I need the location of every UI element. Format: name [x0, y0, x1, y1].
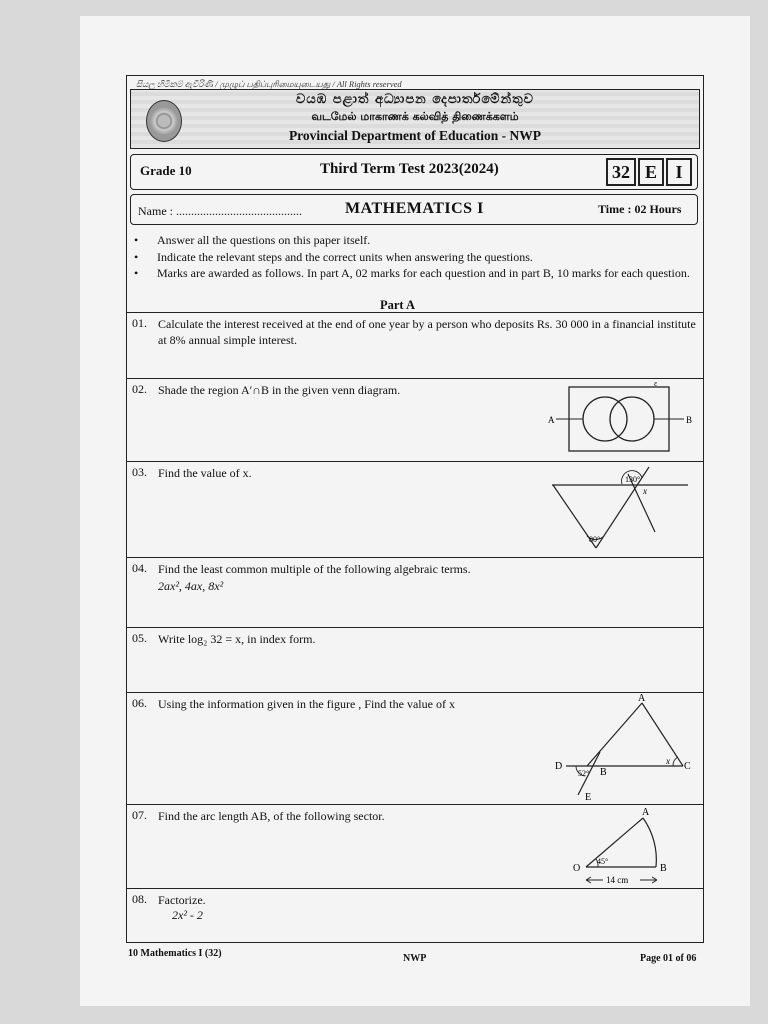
grade-label: Grade 10 — [140, 163, 192, 178]
part-heading: Part A — [380, 298, 416, 312]
point-e: E — [585, 792, 592, 803]
header-tamil: வடமேல் மாகாணக் கல்வித் திணைக்களம் — [311, 110, 519, 123]
question-number: 04. — [132, 561, 147, 575]
question-number: 08. — [132, 892, 147, 906]
name-field[interactable]: Name : .......................................... — [138, 204, 302, 218]
paper-code-number: 32 — [606, 158, 636, 186]
time-allowed: Time : 02 Hours — [598, 202, 682, 216]
angle-x: x — [643, 486, 647, 496]
algebraic-terms: 2ax², 4ax, 8x² — [158, 579, 224, 593]
expression: 2x² - 2 — [172, 908, 203, 922]
point-d: D — [555, 761, 563, 772]
term-title: Third Term Test 2023(2024) — [320, 161, 499, 177]
question-number: 07. — [132, 808, 147, 822]
header-english: Provincial Department of Education - NWP — [288, 128, 542, 143]
venn-diagram[interactable] — [548, 379, 692, 451]
sector-angle: 45° — [597, 857, 609, 866]
sector-point-b: B — [660, 863, 667, 874]
venn-label-a: A — [548, 415, 555, 425]
question-text: Find the arc length AB, of the following sector. — [158, 809, 385, 823]
venn-universal: ε — [654, 379, 658, 388]
question-text: Shade the region A′∩B in the given venn diagram. — [158, 383, 401, 397]
angle-130: 130° — [625, 475, 641, 484]
sector-center-o: O — [573, 863, 581, 874]
page-number: Page 01 of 06 — [640, 953, 697, 964]
instruction-item: • Marks are awarded as follows. In part A, 02 marks for each question and in part B, 10 marks for each question. — [132, 265, 692, 282]
paper-code-part: I — [666, 158, 692, 186]
question-number: 05. — [132, 631, 147, 645]
question-text: Write log₂ 32 = x, in index form. — [158, 632, 316, 646]
sector-figure — [573, 807, 667, 885]
sector-radius: 14 cm — [606, 875, 629, 885]
question-number: 06. — [132, 696, 147, 710]
question-text: Factorize. — [158, 893, 206, 907]
angle-figure — [552, 467, 688, 548]
question-text: Using the information given in the figure , Find the value of x — [158, 697, 455, 711]
angle-52: 52° — [578, 769, 590, 778]
question-text: Find the value of x. — [158, 466, 252, 480]
question-number: 03. — [132, 465, 147, 479]
question-text: Calculate the interest received at the end of one year by a person who deposits Rs. 30 000 in a financial institute at 8% annual simple interest. — [158, 317, 696, 347]
triangle-figure — [555, 693, 691, 803]
angle-80: 80° — [589, 535, 601, 544]
question-number: 01. — [132, 316, 147, 330]
header-sinhala: වයඹ පළාත් අධ්‍යාපන දෙපාර්තමේන්තුව — [296, 92, 534, 107]
instruction-item: • Answer all the questions on this paper itself. — [132, 232, 692, 249]
footer-subject: 10 Mathematics I (32) — [128, 948, 222, 959]
question-text: Find the least common multiple of the following algebraic terms. — [158, 562, 471, 576]
vertex-c: C — [684, 761, 691, 772]
footer-center: NWP — [403, 953, 427, 964]
vertex-b: B — [600, 767, 607, 778]
question-number: 02. — [132, 382, 147, 396]
instruction-item: • Indicate the relevant steps and the correct units when answering the questions. — [132, 249, 692, 266]
sector-point-a: A — [642, 807, 650, 818]
venn-label-b: B — [686, 415, 693, 425]
vertex-a: A — [638, 693, 646, 704]
rights-notice: සියලු හිමිකම් ඇවිරිණි / முழுப் பதிப்புரிமையுடையது / All Rights reserved — [136, 79, 402, 89]
angle-x: x — [666, 756, 670, 766]
subject-title: MATHEMATICS I — [345, 200, 484, 217]
paper-code-language: E — [638, 158, 664, 186]
